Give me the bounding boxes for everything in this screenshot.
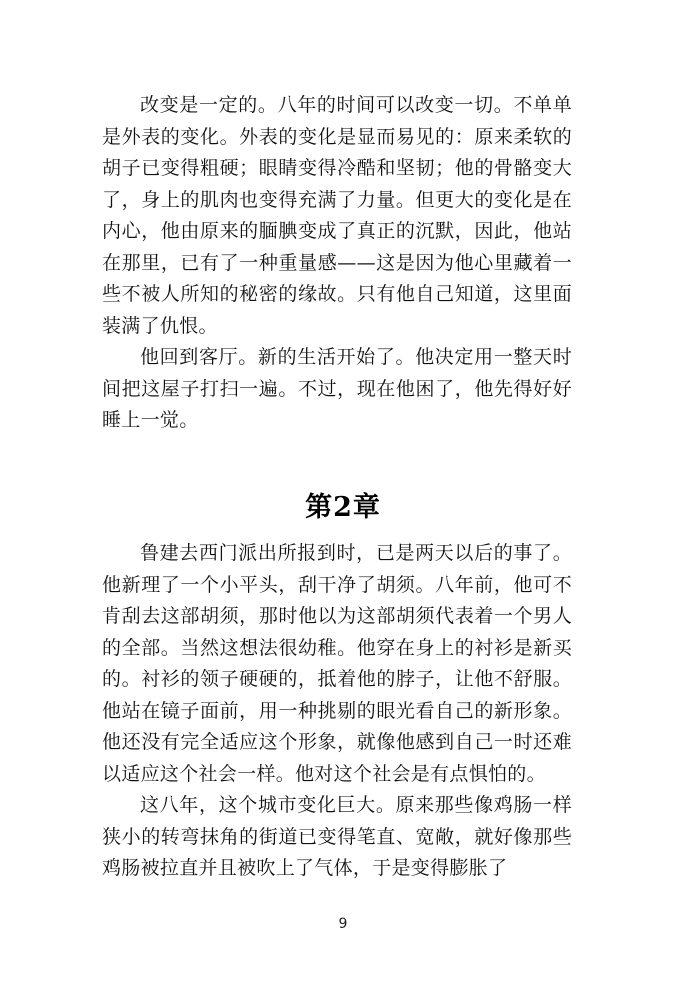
text-section-2 bbox=[102, 538, 572, 885]
paragraph: 这八年，这个城市变化巨大。原来那些像鸡肠一样狭小的转弯抹角的街道已变得笔直、宽敞，就好像那些鸡肠被拉直并且被吹上了气体，于是变得膨胀了 bbox=[102, 794, 572, 879]
chapter-title: 第2章 bbox=[305, 492, 381, 523]
paragraph: 他回到客厅。新的生活开始了。他决定用一整天时间把这屋子打扫一遍。不过，现在他困了，他先得好好睡上一觉。 bbox=[102, 346, 572, 431]
text-section-1 bbox=[102, 90, 572, 437]
page-number: 9 bbox=[338, 916, 348, 932]
paragraph: 鲁建去西门派出所报到时，已是两天以后的事了。他新理了一个小平头，刮干净了胡须。八年前，他可不肯刮去这部胡须，那时他以为这部胡须代表着一个男人的全部。当然这想法很幼稚。他穿在身上的衬衫是新买的。衬衫的领子硬硬的，抵着他的脖子，让他不舒服。他站在镜子面前，用一种挑剔的眼光看自己的新形象。他还没有完全适应这个形象，就像他感到自己一时还难以适应这个社会一样。他对这个社会是有点惧怕的。 bbox=[102, 542, 572, 785]
paragraph: 改变是一定的。八年的时间可以改变一切。不单单是外表的变化。外表的变化是显而易见的：原来柔软的胡子已变得粗硬；眼睛变得冷酷和坚韧；他的骨骼变大了，身上的肌肉也变得充满了力量。但更大的变化是在内心，他由原来的腼腆变成了真正的沉默，因此，他站在那里，已有了一种重量感——这是因为他心里藏着一些不被人所知的秘密的缘故。只有他自己知道，这里面装满了仇恨。 bbox=[102, 94, 572, 337]
